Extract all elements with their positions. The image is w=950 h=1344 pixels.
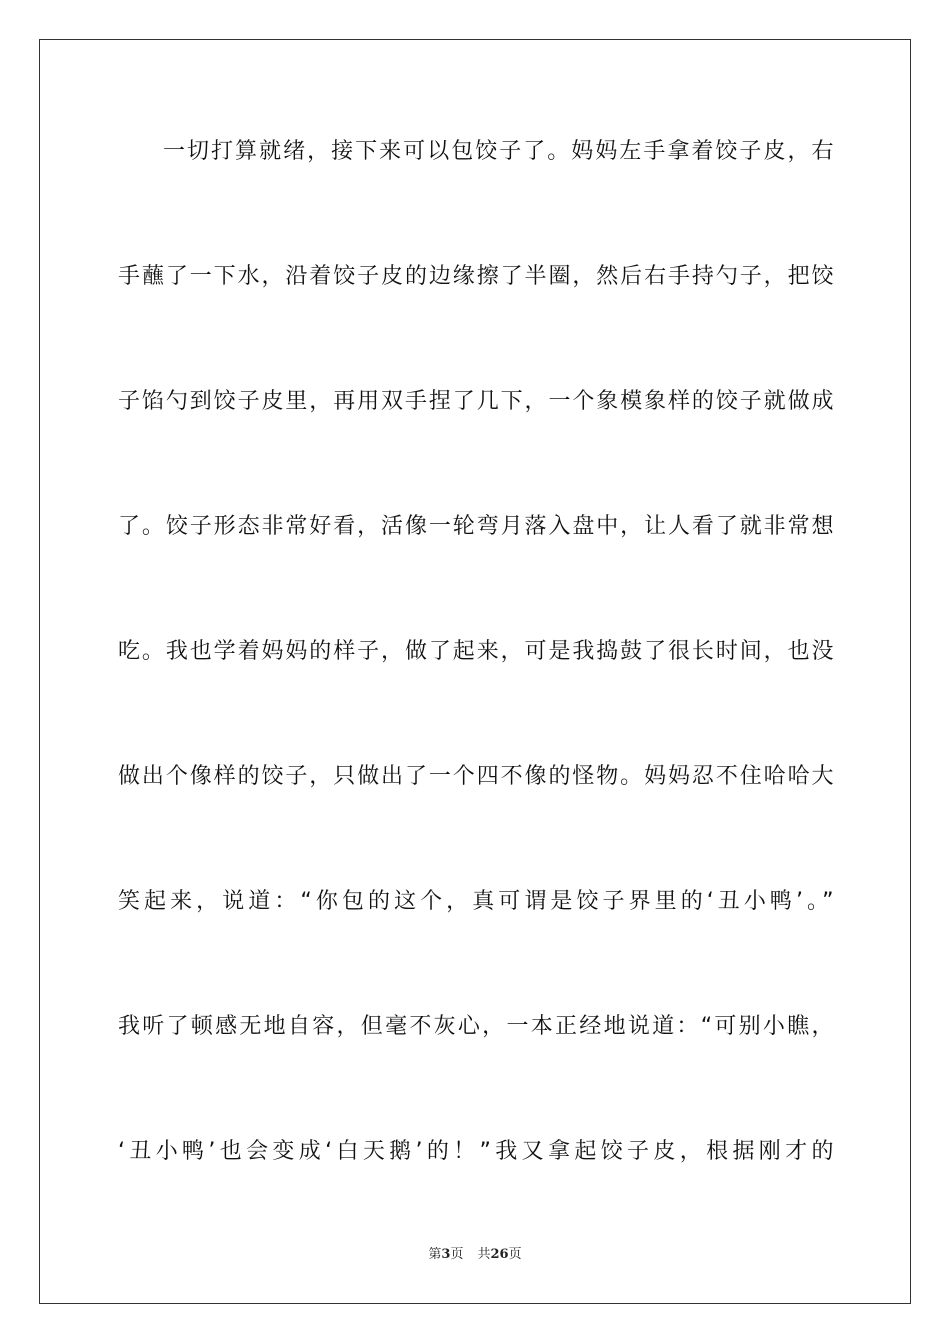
text-line: 一切打算就绪，接下来可以包饺子了。妈妈左手拿着饺子皮，右	[163, 139, 834, 164]
page-number: 3	[441, 1247, 451, 1262]
text-line: 手蘸了一下水，沿着饺子皮的边缘擦了半圈，然后右手持勺子，把饺	[118, 264, 834, 289]
text-line: 做出个像样的饺子，只做出了一个四不像的怪物。妈妈忍不住哈哈大	[118, 764, 834, 789]
text-line: 子馅勺到饺子皮里，再用双手捏了几下，一个象模象样的饺子就做成	[118, 389, 834, 414]
page-border	[39, 39, 911, 1304]
page-footer	[0, 1246, 950, 1264]
page-suffix: 页	[450, 1247, 464, 1262]
total-prefix: 共	[477, 1247, 491, 1262]
text-line: 我听了顿感无地自容，但毫不灰心，一本正经地说道：“可别小瞧，	[118, 1014, 834, 1039]
total-suffix: 页	[508, 1247, 522, 1262]
page-prefix: 第	[428, 1247, 442, 1262]
text-line: 笑起来，说道：“你包的这个，真可谓是饺子界里的‘丑小鸭’。”	[118, 889, 834, 914]
text-line: 了。饺子形态非常好看，活像一轮弯月落入盘中，让人看了就非常想	[118, 514, 834, 539]
text-line: ‘丑小鸭’也会变成‘白天鹅’的！”我又拿起饺子皮，根据刚才的	[118, 1139, 834, 1164]
text-line: 吃。我也学着妈妈的样子，做了起来，可是我捣鼓了很长时间，也没	[118, 639, 834, 664]
total-pages: 26	[490, 1247, 509, 1262]
